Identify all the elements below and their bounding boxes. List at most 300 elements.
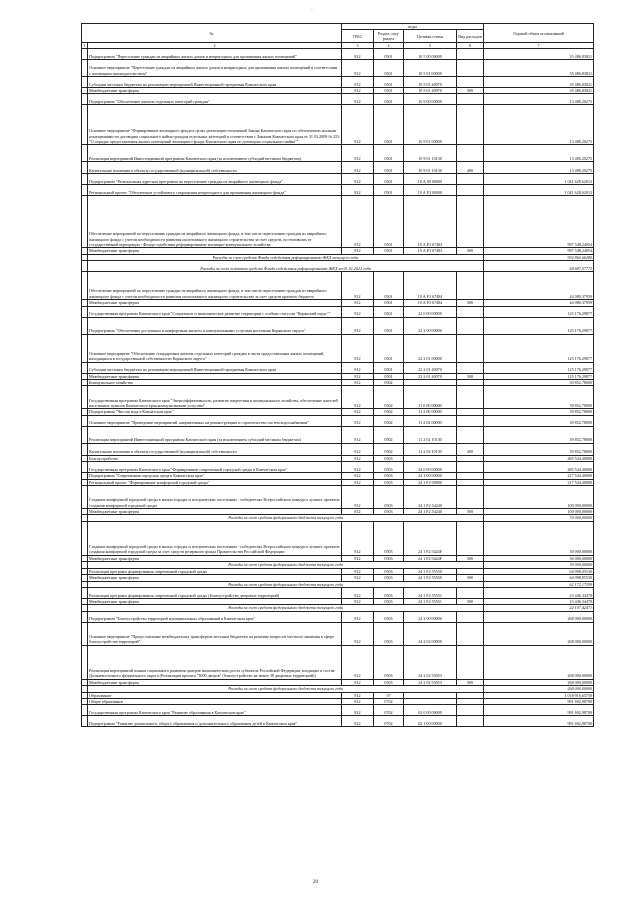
row-name: Государственная программа Камчатского края "Развитие образования в Камчатском крае" [88,705,342,716]
row-tsel: 24 2 00 00000 [404,611,457,622]
row-name: Обеспечение мероприятий по переселению граждан из аварийного жилищного фонда, в том числе переселению граждан из аварийного жилищного фонда с учетом необходимости развития малоэтажного жилищного строительства за счет средств краевого бюджета [88,272,342,300]
header-codes: коды [342,24,484,30]
row-amount: 23 446,34470 [484,598,594,604]
row-amount: 35 486,83821 [484,60,594,77]
header-razdel: Раздел, под-раздел [374,30,404,43]
row-grbs: 812 [342,415,374,426]
row-vid [457,306,484,317]
row-grbs: 812 [342,479,374,485]
table-row [82,443,594,455]
row-name: Региональный проект "Обеспечение устойчивого сокращения непригодного для проживания жилищного фонда" [88,185,342,196]
row-tsel: 10 5 01 00000 [404,60,457,77]
row-amount: 100 000,00000 [484,486,594,509]
row-amount: 35 486,83821 [484,88,594,94]
row-name: Подпрограмма "Региональная адресная программа по переселению граждан из аварийного жилищного фонда" [88,174,342,185]
note-amount: 30 000,00000 [484,562,594,568]
row-amount: 44 080,37959 [484,272,594,300]
row-tsel: 24 1 F2 54240 [404,486,457,509]
table-row [82,426,594,443]
row-name: Подпрограмма "Современная городская среда в Камчатском крае" [88,473,342,479]
row-name: Межбюджетные трансферты [88,598,342,604]
row-tsel: 10 А F3 67483 [404,196,457,248]
table-row [82,272,594,300]
table-row [82,306,594,317]
row-name: Подпрограмма "Обеспечение жильем отдельных категорий граждан" [88,94,342,105]
row-grbs: 812 [342,300,374,306]
row-grbs: 812 [342,77,374,88]
row-razdel: 0503 [374,622,404,645]
subtotal-note-row [82,261,594,272]
row-amount: 39 852,78000 [484,415,594,426]
row-grbs: 812 [342,575,374,581]
row-razdel: 0702 [374,716,404,727]
row-grbs: 812 [342,272,374,300]
row-vid: 400 [457,162,484,174]
row-amount: 125 176,29877 [484,373,594,379]
row-grbs: 812 [342,145,374,162]
col-num-6: 6 [457,43,484,49]
row-razdel: 0501 [374,162,404,174]
row-amount: 125 176,29877 [484,306,594,317]
row-grbs: 812 [342,611,374,622]
table-row [82,105,594,145]
row-vid [457,196,484,248]
row-razdel: 0503 [374,645,404,679]
row-name: Реализация мероприятий планов социального развития центров экономического роста субъектов Российской Федерации, входящих в состав Дальневосточного федерального округа (Реализация проекта "3000 дворов" (благоустройство не менее 38 дворовых территорий)) [88,645,342,679]
row-amount: 13 480,20275 [484,162,594,174]
row-vid: 500 [457,88,484,94]
row-grbs: 812 [342,380,374,386]
table-row [82,77,594,88]
note-text: Расходы за счет средств федерального бюджета текущего года [88,605,484,611]
row-vid: 500 [457,300,484,306]
row-amount: 13 480,20275 [484,145,594,162]
row-name: Общее образование [88,698,342,704]
note-text: Расходы за счет средств федерального бюджета текущего года [88,686,484,692]
row-name: Подпрограмма "Обеспечение доступным и комфортным жильем и коммунальными услугами населения Корякского округа" [88,317,342,334]
row-razdel: 0503 [374,479,404,485]
row-grbs: 812 [342,509,374,515]
row-name: Реализация программ формирования современной городской среды (Благоустройство дворовых территорий) [88,587,342,598]
row-razdel: 0501 [374,77,404,88]
row-name: Основное мероприятие "Проведение мероприятий, направленных на реконструкцию и строительство систем водоснабжения" [88,415,342,426]
row-razdel: 0702 [374,705,404,716]
row-vid: 500 [457,598,484,604]
table-row [82,60,594,77]
table-row [82,362,594,373]
row-grbs: 812 [342,185,374,196]
row-grbs: 812 [342,196,374,248]
row-name: Основное мероприятие "Предоставление межбюджетных трансфертов местным бюджетам на решение вопросов местного значения в сфере благоустройства территорий" [88,622,342,645]
row-tsel: 02 0 00 00000 [404,705,457,716]
row-name: Подпрограмма "Чистая вода в Камчатском крае" [88,409,342,415]
row-amount: 125 176,29877 [484,317,594,334]
row-grbs: 812 [342,645,374,679]
table-row [82,49,594,60]
row-tsel: 24 1 F2 5424F [404,555,457,561]
row-name: Реализация мероприятий Инвестиционной программы Камчатского края (за исключением субсидий местным бюджетам) [88,145,342,162]
row-razdel: 0501 [374,362,404,373]
row-razdel: 0501 [374,248,404,254]
row-amount: 997 548,24054 [484,248,594,254]
row-razdel: 0501 [374,60,404,77]
row-razdel: 0501 [374,334,404,362]
row-tsel: 10 А F3 00000 [404,185,457,196]
row-vid [457,645,484,679]
table-row [82,415,594,426]
table-row [82,145,594,162]
row-vid [457,174,484,185]
row-name: Образование [88,692,342,698]
row-vid [457,426,484,443]
row-grbs: 812 [342,362,374,373]
row-amount: 1 018 916,65750 [484,692,594,698]
row-tsel: 11 2 02 10130 [404,443,457,455]
row-tsel: 22 2 00 00000 [404,317,457,334]
row-amount: 217 544,40000 [484,473,594,479]
row-vid [457,272,484,300]
row-razdel: 0503 [374,521,404,555]
row-razdel: 0502 [374,386,404,409]
header-grbs: ГРБС [342,30,374,43]
row-amount: 35 486,83821 [484,77,594,88]
row-grbs: 812 [342,306,374,317]
row-tsel: 24 1 00 00000 [404,473,457,479]
row-amount: 35 486,83821 [484,49,594,60]
row-name: Капитальные вложения в объекты государственной (муниципальной) собственности [88,162,342,174]
row-tsel: 24 2 02 55053 [404,679,457,685]
row-name: Межбюджетные трансферты [88,575,342,581]
budget-table [81,23,594,727]
row-grbs: 812 [342,555,374,561]
row-grbs: 812 [342,473,374,479]
col-num-7: 7 [484,43,594,49]
header-row [82,24,594,30]
row-grbs: 812 [342,598,374,604]
row-name: Межбюджетные трансферты [88,509,342,515]
row-name: Основное мероприятие "Переселение граждан из аварийных жилых домов и непригодных для проживания жилых помещений в соответствии с жилищным законодательством" [88,60,342,77]
row-name: Межбюджетные трансферты [88,373,342,379]
row-tsel: 24 1 F2 54240 [404,509,457,515]
row-amount: 1 041 628,62013 [484,174,594,185]
row-amount: 64 098,05530 [484,568,594,574]
row-tsel: 10 9 01 10130 [404,162,457,174]
row-razdel: 0702 [374,698,404,704]
row-vid [457,60,484,77]
row-razdel: 0501 [374,300,404,306]
row-name: Государственная программа Камчатского края "Энергоэффективность, развитие энергетики и коммунального хозяйства, обеспечение жителей населенных пунктов Камчатского края коммунальными услугами" [88,386,342,409]
row-razdel: 0503 [374,555,404,561]
row-amount: 13 480,20275 [484,105,594,145]
row-vid [457,105,484,145]
row-amount: 991 692,98700 [484,705,594,716]
row-razdel: 0501 [374,49,404,60]
row-vid [457,317,484,334]
row-name: Региональный проект "Формирование комфортной городской среды" [88,479,342,485]
row-vid: 500 [457,679,484,685]
row-grbs: 812 [342,49,374,60]
row-amount: 30 000,00000 [484,555,594,561]
row-razdel: 0503 [374,611,404,622]
row-grbs: 812 [342,426,374,443]
row-vid: 500 [457,509,484,515]
row-name: Создание комфортной городской среды в малых городах и исторических поселениях - победителях Всероссийского конкурса лучших проектов создания комфортной городской среды [88,486,342,509]
page-number: 20 [313,880,318,885]
row-grbs: 812 [342,88,374,94]
table-row [82,162,594,174]
row-tsel: 24 1 F2 55550 [404,568,457,574]
row-vid [457,386,484,409]
note-amount: 22 107,42471 [484,605,594,611]
row-tsel: 10 5 01 40070 [404,88,457,94]
row-vid: 400 [457,443,484,455]
row-grbs: 812 [342,105,374,145]
row-razdel: 0501 [374,196,404,248]
row-tsel: 10 9 00 00000 [404,94,457,105]
row-vid [457,716,484,727]
col-num-1: 1 [83,43,86,48]
row-name: Основное мероприятие "Формирование жилищного фонда в целях реализации положений Закона Камчатского края по обеспечению жилыми помещениями по договорам социального найма граждан отдельных категорий в соответствии с Законом Камчатского края от 31.03.2009 № 253 "О порядке предоставления жилых помещений жилищного фонда Камчатского края по договорам социального найма"" [88,105,342,145]
note-amount: 268 000,00000 [484,686,594,692]
row-tsel: 24 1 F2 55551 [404,598,457,604]
row-vid [457,145,484,162]
row-amount: 997 548,24054 [484,196,594,248]
row-tsel: 11 2 02 00000 [404,415,457,426]
row-grbs: 812 [342,622,374,645]
row-amount: 100 000,00000 [484,509,594,515]
table-row [82,334,594,362]
row-tsel: 10 А F3 67484 [404,300,457,306]
row-tsel: 24 1 F2 5424F [404,521,457,555]
row-razdel: 0503 [374,509,404,515]
row-amount: 485 544,40000 [484,455,594,461]
row-name: Межбюджетные трансферты [88,248,342,254]
row-amount: 39 852,78000 [484,386,594,409]
note-amount: 64 687,57773 [484,261,594,272]
row-amount: 13 480,20275 [484,94,594,105]
row-grbs: 812 [342,248,374,254]
row-vid [457,521,484,555]
table-row [82,611,594,622]
row-tsel: 24 1 F2 55550 [404,575,457,581]
row-tsel: 10 А F3 67484 [404,272,457,300]
row-amount: 44 080,37959 [484,300,594,306]
row-razdel: 0503 [374,455,404,461]
row-amount: 39 852,78000 [484,409,594,415]
col-num-4: 4 [374,43,404,49]
row-razdel: 0502 [374,443,404,455]
header-amount: Годовой объем ассигнований [484,24,594,43]
row-razdel: 0501 [374,373,404,379]
table-row [82,94,594,105]
row-razdel: 0502 [374,415,404,426]
col-num-3: 3 [342,43,374,49]
row-name: Коммунальное хозяйство [88,380,342,386]
row-grbs: 812 [342,162,374,174]
col-num-2: 2 [88,43,342,49]
row-vid: 500 [457,373,484,379]
row-grbs: 812 [342,386,374,409]
row-vid [457,77,484,88]
row-grbs: 812 [342,317,374,334]
row-vid [457,334,484,362]
row-amount: 485 544,40000 [484,462,594,473]
row-tsel: 22 2 01 40070 [404,373,457,379]
row-grbs: 812 [342,443,374,455]
header-vid: Вид расходов [457,30,484,43]
row-razdel: 0503 [374,575,404,581]
row-grbs: 812 [342,174,374,185]
row-name: Подпрограмма "Развитие дошкольного, общего образования и дополнительного образования детей в Камчатском крае" [88,716,342,727]
row-grbs: 812 [342,462,374,473]
row-amount: 1 041 628,62013 [484,185,594,196]
row-amount: 23 446,34470 [484,587,594,598]
row-name: Субсидии местным бюджетам на реализацию мероприятий Инвестиционной программы Камчатского края [88,77,342,88]
row-razdel: 0501 [374,145,404,162]
row-amount: 991 692,98700 [484,716,594,727]
row-razdel: 0503 [374,568,404,574]
row-grbs: 812 [342,716,374,727]
row-vid [457,622,484,645]
table-row [82,196,594,248]
row-amount: 268 000,00000 [484,622,594,645]
row-amount: 30 000,00000 [484,521,594,555]
row-razdel: 0501 [374,306,404,317]
row-tsel: 10 9 01 00000 [404,105,457,145]
row-tsel: 24 0 00 00000 [404,462,457,473]
table-row [82,486,594,509]
row-name: Создание комфортной городской среды в малых городах и исторических поселениях - победителях Всероссийского конкурса лучших проектов создания комфортной городской среды за счет средств резервного фонда Правительства Российской Федерации [88,521,342,555]
row-razdel: 0501 [374,174,404,185]
row-razdel: 07 [374,692,404,698]
row-grbs: 812 [342,521,374,555]
row-razdel: 0501 [374,105,404,145]
header-num: № [82,24,342,43]
row-name: Благоустройство [88,455,342,461]
note-text: Расходы за счет средств федерального бюджета текущего года [88,562,484,568]
row-razdel: 0503 [374,486,404,509]
row-amount: 64 098,05530 [484,575,594,581]
table-row [82,174,594,185]
table-row [82,622,594,645]
row-razdel: 0501 [374,88,404,94]
row-grbs: 812 [342,373,374,379]
row-grbs: 812 [342,587,374,598]
row-grbs: 812 [342,455,374,461]
row-tsel: 11 2 00 00000 [404,409,457,415]
row-name: Подпрограмма "Благоустройство территорий муниципальных образований в Камчатском крае" [88,611,342,622]
row-name: Государственная программа Камчатского края "Социальное и экономическое развитие территории с особым статусом "Корякский округ"" [88,306,342,317]
row-vid [457,415,484,426]
row-tsel: 22 2 01 00000 [404,334,457,362]
note-amount: 70 000,00000 [484,515,594,521]
row-razdel: 0501 [374,272,404,300]
row-amount: 268 000,00000 [484,645,594,679]
row-name: Межбюджетные трансферты [88,555,342,561]
row-tsel: 10 5 00 00000 [404,49,457,60]
row-vid [457,185,484,196]
table-row [82,185,594,196]
row-razdel: 0502 [374,409,404,415]
note-amount: 932 860,66280 [484,254,594,260]
row-name: Межбюджетные трансферты [88,679,342,685]
row-tsel: 02 1 00 00000 [404,716,457,727]
row-vid [457,486,484,509]
row-grbs: 812 [342,94,374,105]
row-tsel: 24 2 02 00000 [404,622,457,645]
row-amount: 991 692,98700 [484,698,594,704]
header-tsel: Целевая статья [404,30,457,43]
row-name: Межбюджетные трансферты [88,300,342,306]
row-razdel: 0503 [374,598,404,604]
row-grbs: 812 [342,60,374,77]
row-razdel: 0501 [374,185,404,196]
row-vid [457,462,484,473]
row-razdel: 0503 [374,473,404,479]
row-amount: 268 000,00000 [484,679,594,685]
row-razdel: 0501 [374,94,404,105]
row-grbs: 812 [342,705,374,716]
note-text: Расходы за счет остатков средств Фонда содействия реформированию ЖКХ на 01.01.2022 года [88,261,484,272]
table-row [82,386,594,409]
row-grbs: 812 [342,409,374,415]
top-mark: - [311,8,313,13]
row-grbs: 812 [342,679,374,685]
row-name: Государственная программа Камчатского края "Формирование современной городской среды в Камчатском крае" [88,462,342,473]
row-vid: 500 [457,248,484,254]
note-amount: 62 172,17559 [484,581,594,587]
row-razdel: 0503 [374,462,404,473]
note-text: Расходы за счет средств федерального бюджета текущего года [88,515,484,521]
row-grbs: 812 [342,698,374,704]
row-name: Основное мероприятие "Обеспечение стандартным жильем отдельных категорий граждан в части предоставления жилых помещений, находящихся в государственной собственности Корякского округа" [88,334,342,362]
table-row [82,705,594,716]
table-row [82,521,594,555]
row-name: Реализация программ формирования современной городской среды [88,568,342,574]
row-tsel: 22 2 01 40070 [404,362,457,373]
table-row [82,716,594,727]
row-razdel: 0501 [374,317,404,334]
row-vid [457,705,484,716]
col-num-5: 5 [404,43,457,49]
row-vid [457,94,484,105]
row-razdel: 0502 [374,426,404,443]
row-name: Капитальные вложения в объекты государственной (муниципальной) собственности [88,443,342,455]
row-amount: 39 852,78000 [484,443,594,455]
row-tsel: 24 1 F2 55551 [404,587,457,598]
row-tsel: 24 2 02 55053 [404,645,457,679]
row-tsel: 11 2 02 10130 [404,426,457,443]
row-razdel: 0502 [374,380,404,386]
row-tsel: 10 5 01 40070 [404,77,457,88]
row-tsel: 22 0 00 00000 [404,306,457,317]
row-amount: 39 852,78000 [484,426,594,443]
row-vid [457,362,484,373]
table-row [82,462,594,473]
row-name: Подпрограмма "Переселение граждан из аварийных жилых домов и непригодных для проживания жилых помещений" [88,49,342,60]
note-text: Расходы за счет средств Фонда содействия реформированию ЖКХ текущего года [88,254,484,260]
row-tsel: 10 9 01 10130 [404,145,457,162]
row-name: Обеспечение мероприятий по переселению граждан из аварийного жилищного фонда, в том числе переселению граждан из аварийного жилищного фонда с учетом необходимости развития малоэтажного жилищного строительства за счет средств, поступивших от государственной корпорации - Фонда содействия реформированию жилищно-коммунального хозяйства [88,196,342,248]
row-grbs: 812 [342,486,374,509]
row-vid: 500 [457,555,484,561]
row-amount: 39 852,78000 [484,380,594,386]
row-razdel: 0503 [374,679,404,685]
row-amount: 217 544,40000 [484,479,594,485]
note-text: Расходы за счет средств федерального бюджета текущего года [88,581,484,587]
row-tsel: 11 0 00 00000 [404,386,457,409]
table-row [82,317,594,334]
